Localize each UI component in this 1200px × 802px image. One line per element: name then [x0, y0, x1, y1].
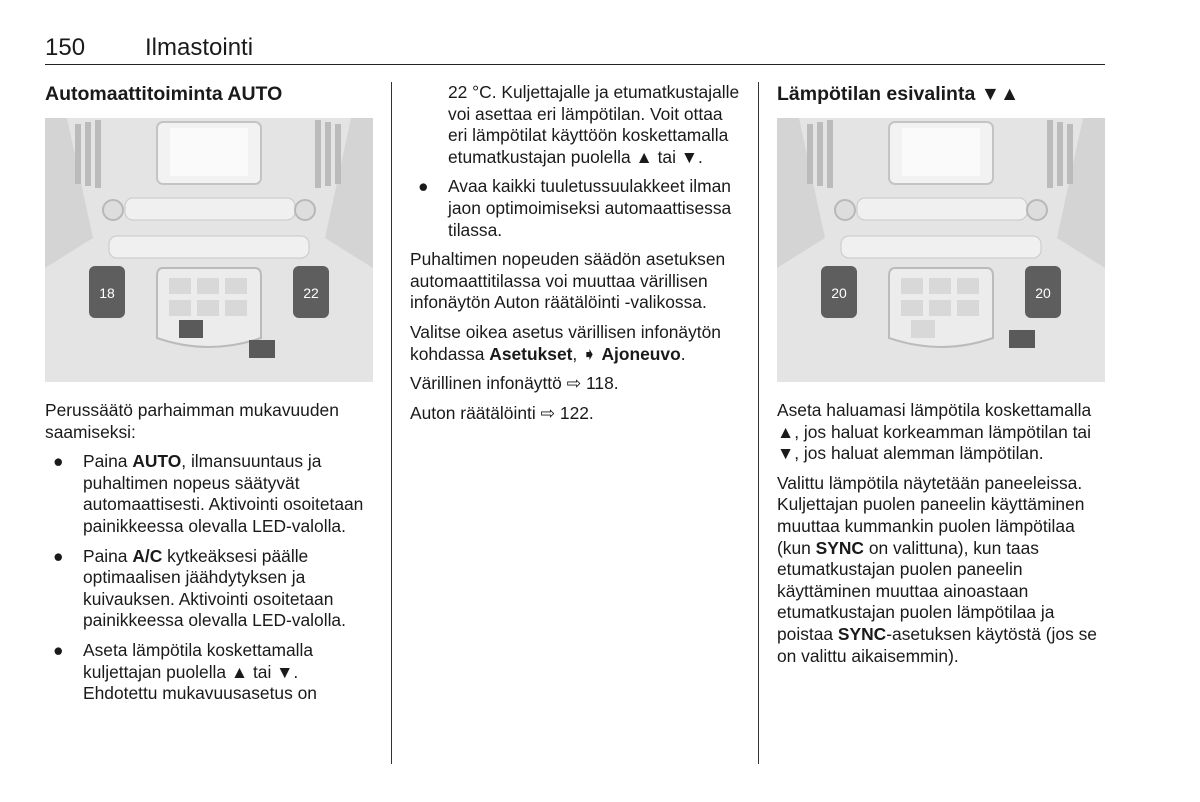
intro-text: Perussäätö parhaimman mukavuuden saamiseksi: [45, 400, 339, 442]
column-1 [45, 82, 375, 713]
page-header [45, 32, 1105, 65]
sync-paragraph: Valittu lämpötila näytetään paneeleissa. Kuljettajan puolen paneelin käyttäminen muuttaa kummankin puolen lämpötilaa (kun SYNC on valittuna), kun taas etumatkustajan puolen paneelin käyttäminen muuttaa ainoastaan etumatkustajan puolen lämpötilaa ja poistaa SYNC-asetuksen käytöstä (jos se on valittu aikaisemmin). [777, 472, 1097, 666]
bullet-item: ● Paina AUTO, ilmansuuntaus ja puhaltimen nopeus säätyvät automaattisesti. Aktivointi osoitetaan painikkeessa olevalla LED-valolla. [53, 451, 364, 536]
bullet-continuation: 22 °C. Kuljettajalle ja etumatkustajalle voi asettaa eri lämpötilan. Voit ottaa eri lämpötilat käyttöön koskettamalla etumatkustajan puolella ▲ tai ▼. [448, 82, 740, 167]
svg-text:22: 22 [303, 285, 319, 301]
column-divider [391, 82, 392, 764]
bullet-item: ● Aseta lämpötila koskettamalla kuljettajan puolella ▲ tai ▼. Ehdotettu mukavuusasetus on [53, 639, 317, 704]
reference-personalisation: Auton räätälöinti ⇨ 122. [410, 402, 594, 423]
column-2 [410, 82, 740, 432]
air-vent-left [807, 120, 833, 188]
vent-bullet-list [410, 176, 740, 241]
section-title: Ilmastointi [145, 34, 254, 61]
air-vent-right [1047, 120, 1073, 188]
page-number: 150 [45, 34, 86, 61]
reference-info-display: Värillinen infonäyttö ⇨ 118. [410, 373, 619, 394]
air-vent-left [75, 120, 101, 188]
svg-text:20: 20 [831, 285, 847, 301]
heading-auto: Automaattitoiminta AUTO [45, 83, 283, 105]
air-vent-right [315, 120, 341, 188]
column-3 [777, 82, 1107, 675]
fan-speed-paragraph: Puhaltimen nopeuden säädön asetuksen automaattitilassa voi muuttaa värillisen infonäytön Auton räätälöinti -valikossa. [410, 249, 726, 313]
heading-temperature-preselection: Lämpötilan esivalinta ▼▲ [777, 83, 1020, 105]
bullet-item: ● Avaa kaikki tuuletussuulakkeet ilman jaon optimoimiseksi automaattisessa tilassa. [418, 176, 732, 240]
svg-text:20: 20 [1035, 285, 1051, 301]
column-divider [758, 82, 759, 764]
climate-panel-figure-auto [45, 118, 373, 382]
svg-text:18: 18 [99, 285, 115, 301]
temperature-instructions: Aseta haluamasi lämpötila koskettamalla ▲, jos haluat korkeamman lämpötilan tai ▼, jos haluat alemman lämpötilan. [777, 400, 1092, 464]
auto-button [179, 320, 203, 338]
bullet-item: ● Paina A/C kytkeäksesi päälle optimaalisen jäähdytyksen ja kuivauksen. Aktivointi osoitetaan painikkeessa olevalla LED-valolla. [53, 545, 346, 631]
auto-bullet-list [45, 451, 375, 705]
climate-panel-figure-temperature [777, 118, 1105, 382]
settings-paragraph: Valitse oikea asetus värillisen infonäytön kohdassa Asetukset, ➧ Ajoneuvo. [410, 321, 721, 364]
